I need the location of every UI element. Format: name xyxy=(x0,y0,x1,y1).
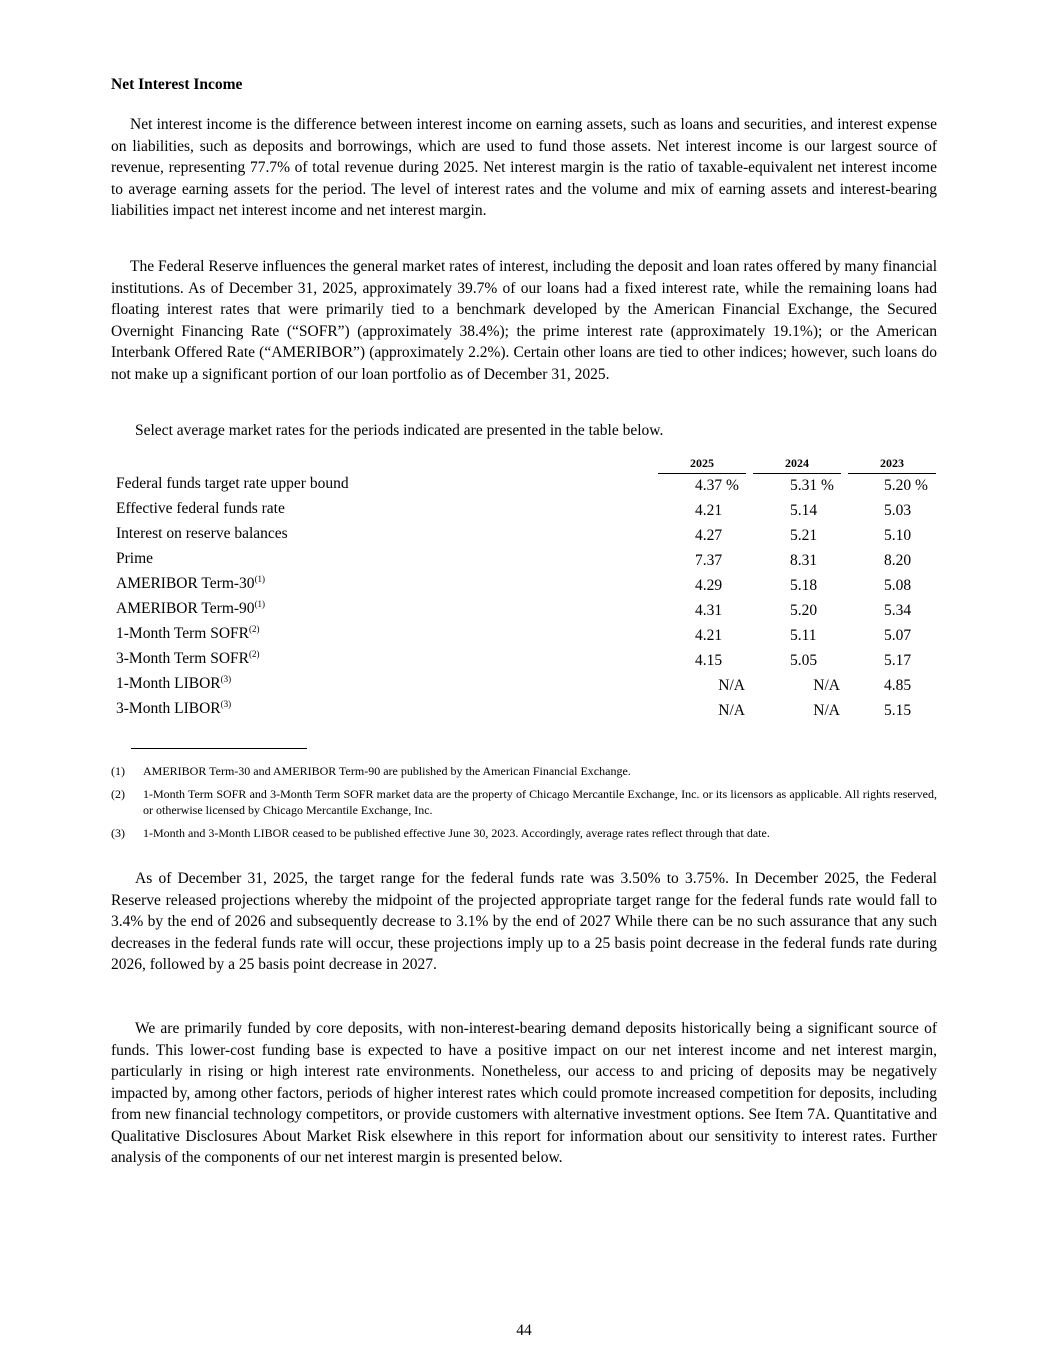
rate-value: 5.21 xyxy=(790,527,818,544)
rate-value: 5.05 xyxy=(790,652,818,669)
rate-value: 5.34 xyxy=(884,602,912,619)
rate-value: N/A xyxy=(813,702,840,719)
paragraph-table-intro: Select average market rates for the periods indicated are presented in the table below. xyxy=(135,422,664,439)
row-label-text: 1-Month LIBOR xyxy=(116,675,221,692)
row-label-text: AMERIBOR Term-90 xyxy=(116,600,255,617)
row-label xyxy=(116,600,265,618)
table-row xyxy=(111,575,937,600)
year-header-2024: 2024 xyxy=(753,456,841,474)
market-rates-table xyxy=(111,453,937,725)
table-row xyxy=(111,500,937,525)
rate-value: 5.15 xyxy=(884,702,912,719)
rate-value: 5.07 xyxy=(884,627,912,644)
rate-value: 5.17 xyxy=(884,652,912,669)
footnote-number: (1) xyxy=(111,764,125,778)
rate-value: N/A xyxy=(813,677,840,694)
table-row xyxy=(111,625,937,650)
row-label-text: Effective federal funds rate xyxy=(116,500,285,517)
footnote-text: 1-Month and 3-Month LIBOR ceased to be published effective June 30, 2023. Accordingly, average rates reflect through that date. xyxy=(143,826,770,840)
row-label-text: Prime xyxy=(116,550,154,567)
year-header-2025: 2025 xyxy=(658,456,746,474)
rate-value: 4.21 xyxy=(695,502,723,519)
footnote-number: (3) xyxy=(111,826,125,840)
footnote-number: (2) xyxy=(111,787,125,801)
row-label xyxy=(116,550,153,568)
rate-value: 4.15 xyxy=(695,652,723,669)
rate-value: 4.37 % xyxy=(695,477,739,494)
rate-value: 5.11 xyxy=(790,627,817,644)
rate-value: 5.20 xyxy=(790,602,818,619)
table-row xyxy=(111,550,937,575)
row-label-text: 3-Month Term SOFR xyxy=(116,650,249,667)
rate-value: 8.20 xyxy=(884,552,912,569)
footnote xyxy=(111,763,937,779)
row-label xyxy=(116,650,259,668)
footnote-ref: (1) xyxy=(254,598,266,609)
paragraph-target-range: As of December 31, 2025, the target range for the federal funds rate was 3.50% to 3.75%. In December 2025, the Federal Reserve released projections whereby the midpoint of the projected appropriate target range for the federal funds rate would fall to 3.4% by the end of 2026 and subsequently decrease to 3.1% by the end of 2027 While there can be no such assurance that any such decreases in the federal funds rate will occur, these projections imply up to a 25 basis point decrease in the federal funds rate during 2026, followed by a 25 basis point decrease in 2027. xyxy=(111,870,937,973)
paragraph-federal-reserve: The Federal Reserve influences the general market rates of interest, including the deposit and loan rates offered by many financial institutions. As of December 31, 2025, approximately 39.7% of our loans had a fixed interest rate, while the remaining loans had floating interest rates that were primarily tied to a benchmark developed by the American Financial Exchange, the Secured Overnight Financing Rate (“SOFR”) (approximately 38.4%); the prime interest rate (approximately 19.1%); or the American Interbank Offered Rate (“AMERIBOR”) (approximately 2.2%). Certain other loans are tied to other indices; however, such loans do not make up a significant portion of our loan portfolio as of December 31, 2025. xyxy=(111,258,937,383)
rate-value: 5.20 % xyxy=(884,477,928,494)
footnote-ref: (3) xyxy=(220,673,232,684)
row-label xyxy=(116,625,259,643)
row-label xyxy=(116,675,231,693)
rate-value: N/A xyxy=(718,677,745,694)
rate-value: 4.31 xyxy=(695,602,723,619)
rate-value: 5.03 xyxy=(884,502,912,519)
table-row xyxy=(111,700,937,725)
row-label xyxy=(116,475,349,493)
table-row xyxy=(111,475,937,500)
footnote-ref: (3) xyxy=(220,698,232,709)
rate-value: 5.08 xyxy=(884,577,912,594)
rate-value: 4.27 xyxy=(695,527,723,544)
rate-value: 8.31 xyxy=(790,552,818,569)
rate-value: 4.21 xyxy=(695,627,723,644)
row-label xyxy=(116,700,231,718)
row-label-text: AMERIBOR Term-30 xyxy=(116,575,255,592)
row-label-text: Federal funds target rate upper bound xyxy=(116,475,349,492)
page-number: 44 xyxy=(516,1322,532,1339)
table-row xyxy=(111,525,937,550)
row-label-text: Interest on reserve balances xyxy=(116,525,288,542)
rate-value: N/A xyxy=(718,702,745,719)
rate-value: 7.37 xyxy=(695,552,723,569)
table-row xyxy=(111,600,937,625)
rate-value: 5.31 % xyxy=(790,477,834,494)
table-header-row xyxy=(111,453,937,475)
rate-value: 5.14 xyxy=(790,502,818,519)
rate-value: 5.10 xyxy=(884,527,912,544)
table-row xyxy=(111,650,937,675)
footnote-ref: (1) xyxy=(254,573,266,584)
footnotes xyxy=(111,763,937,848)
footnote xyxy=(111,825,937,841)
row-label xyxy=(116,525,288,543)
footnote-text: 1-Month Term SOFR and 3-Month Term SOFR market data are the property of Chicago Mercantile Exchange, Inc. or its licensors as applicable. All rights reserved, or otherwise licensed by Chicago Mercantile Exchange, Inc. xyxy=(143,787,937,817)
rate-value: 4.85 xyxy=(884,677,912,694)
footnote-text: AMERIBOR Term-30 and AMERIBOR Term-90 are published by the American Financial Exchange. xyxy=(143,764,631,778)
table-row xyxy=(111,675,937,700)
row-label-text: 1-Month Term SOFR xyxy=(116,625,249,642)
rate-value: 5.18 xyxy=(790,577,818,594)
paragraph-core-deposits: We are primarily funded by core deposits, with non-interest-bearing demand deposits historically being a significant source of funds. This lower-cost funding base is expected to have a positive impact on our net interest income and net interest margin, particularly in rising or high interest rate environments. Nonetheless, our access to and pricing of deposits may be negatively impacted by, among other factors, periods of higher interest rates which could promote increased competition for deposits, including from new financial technology competitors, or provide customers with alternative investment options. See Item 7A. Quantitative and Qualitative Disclosures About Market Risk elsewhere in this report for information about our sensitivity to interest rates. Further analysis of the components of our net interest margin is presented below. xyxy=(111,1020,937,1166)
footnote-ref: (2) xyxy=(248,648,260,659)
footnote-divider xyxy=(131,748,307,749)
footnote-ref: (2) xyxy=(248,623,260,634)
row-label xyxy=(116,500,285,518)
rate-value: 4.29 xyxy=(695,577,723,594)
paragraph-net-interest-definition: Net interest income is the difference between interest income on earning assets, such as loans and securities, and interest expense on liabilities, such as deposits and borrowings, which are used to fund those assets. Net interest income is our largest source of revenue, representing 77.7% of total revenue during 2025. Net interest margin is the ratio of taxable-equivalent net interest income to average earning assets for the period. The level of interest rates and the volume and mix of earning assets and interest-bearing liabilities impact net interest income and net interest margin. xyxy=(111,116,937,219)
row-label-text: 3-Month LIBOR xyxy=(116,700,221,717)
footnote xyxy=(111,786,937,818)
year-header-2023: 2023 xyxy=(848,456,936,474)
row-label xyxy=(116,575,265,593)
section-heading: Net Interest Income xyxy=(111,76,243,93)
